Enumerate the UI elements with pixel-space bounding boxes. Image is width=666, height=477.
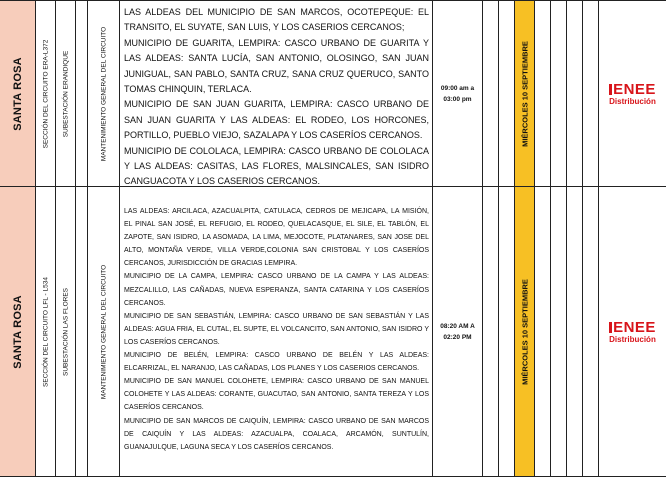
circuit-section-cell [36, 187, 56, 476]
affected-areas-cell [120, 1, 433, 186]
circuit-section-label: SECCIÓN DEL CIRCUITO ERA-L372 [42, 39, 49, 148]
logo-name: ENEE [613, 80, 656, 98]
affected-area-paragraph: LAS ALDEAS: ARCILACA, AZACUALPITA, CATULACA, CEDROS DE MEJICAPA, LA MISIÓN, EL PINAL SAN JOSÉ, EL REFUGIO, EL RODEO, QUELACASQUE, EL SILE, EL TABLÓN, EL ZAPOTE, SAN ISIDRO, LA ASOMADA, LA LIMA, MEJOCOTE, PLATANARES, SAN JOSE DEL ALTO, MONTAÑA VERDE, VILLA VERDE,COLONIA SAN CRISTOBAL Y LOS CASERÍOS CERCANOS, JURISDICCIÓN DE GRACIAS LEMPIRA. [124, 208, 429, 268]
substation-label: SUBESTACIÓN ERANDIQUE [62, 50, 69, 137]
affected-area-paragraph: MUNICIPIO DE SAN SEBASTIÁN, LEMPIRA: CASCO URBANO DE SAN SEBASTIÁN Y LAS ALDEAS: AGUA FRIA, EL CUTAL, EL SUPTE, EL VOLCANCITO, SAN ANTONIO, SAN ISIDRO Y LOS CASERÍOS CERCANOS. [124, 312, 429, 346]
activity-label: MANTENIMIENTO GENERAL DEL CIRCUITO [100, 264, 107, 399]
substation-cell [56, 1, 76, 186]
time-end: 02:20 PM [443, 333, 472, 341]
circuit-section-cell [36, 1, 56, 186]
region-label: SANTA ROSA [11, 294, 24, 369]
time-range [433, 321, 482, 343]
empty-cell [551, 187, 567, 476]
empty-cell [583, 1, 599, 186]
affected-area-paragraph: MUNICIPIO DE LA CAMPA, LEMPIRA: CASCO URBANO DE LA CAMPA Y LAS ALDEAS: MEZCALILLO, LAS CAÑADAS, NUEVA ESPERANZA, SANTA CATARINA Y LOS CASERÍOS CERCANOS. [124, 273, 429, 307]
empty-cell [567, 1, 583, 186]
time-cell [433, 1, 483, 186]
empty-cell [499, 187, 515, 476]
circuit-section-label: SECCIÓN DEL CIRCUITO LFL - L534 [42, 276, 49, 387]
time-range [433, 83, 482, 105]
substation-cell [56, 187, 76, 476]
enee-mark-icon [609, 322, 612, 333]
affected-areas-text [120, 1, 432, 186]
table-row [0, 0, 666, 187]
region-label: SANTA ROSA [11, 56, 24, 131]
enee-mark-icon [609, 84, 612, 95]
time-start: 09:00 am a [440, 84, 475, 92]
empty-cell [483, 1, 499, 186]
day-label: MIÉRCOLES 10 SEPTIEMBRE [520, 40, 529, 147]
empty-cell [583, 187, 599, 476]
day-label: MIÉRCOLES 10 SEPTIEMBRE [520, 278, 529, 385]
affected-area-paragraph: MUNICIPIO DE SAN MANUEL COLOHETE, LEMPIRA: CASCO URBANO DE SAN MANUEL COLOHETE Y LAS ALDEAS: CORANTE, GUACUTAO, SAN ANTONIO, SANTA TEREZA Y LOS CASERÍOS CERCANOS. [124, 378, 429, 412]
logo-subtitle: Distribución [609, 334, 656, 344]
affected-area-paragraph: MUNICIPIO DE COLOLACA, LEMPIRA: CASCO URBANO DE COLOLACA Y LAS ALDEAS: CASITAS, LAS FLORES, MALSINCALES, SAN ISIDRO CANGUACOTA Y LOS CASERIOS CERCANOS. [124, 145, 429, 186]
logo-cell [599, 1, 666, 186]
enee-logo [599, 320, 666, 344]
empty-cell [567, 187, 583, 476]
time-start: 08:20 AM A [440, 322, 475, 330]
activity-cell [88, 187, 120, 476]
empty-cell [535, 187, 551, 476]
empty-cell [551, 1, 567, 186]
region-cell [0, 187, 36, 476]
empty-cell [535, 1, 551, 186]
enee-logo [599, 82, 666, 106]
affected-area-paragraph: LAS ALDEAS DEL MUNICIPIO DE SAN MARCOS, OCOTEPEQUE: EL TRANSITO, EL SUYATE, SAN LUIS, Y LOS CASERIOS CERCANOS; [124, 7, 429, 33]
affected-areas-text [120, 187, 432, 454]
time-end: 03:00 pm [443, 95, 472, 103]
logo-name: ENEE [613, 318, 656, 336]
affected-area-paragraph: MUNICIPIO DE SAN JUAN GUARITA, LEMPIRA: CASCO URBANO DE SAN JUAN GUARITA Y LAS ALDEAS: EL RODEO, LOS HORCONES, PORTILLO, PUEBLO VIEJO, SAZALAPA Y LOS CASERÍOS CERCANOS. [124, 99, 429, 141]
activity-cell [88, 1, 120, 186]
empty-cell [76, 187, 88, 476]
affected-area-paragraph: MUNICIPIO DE GUARITA, LEMPIRA: CASCO URBANO DE GUARITA Y LAS ALDEAS: SANTA LUCÍA, SAN ANTONIO, OLOSINGO, SAN JUAN JUNIGUAL, SAN PABLO, SANTA CRUZ, SANA CRUZ QUERUCO, SANTO TOMAS CHINQUIN, TERLACA. [124, 37, 429, 95]
activity-label: MANTENIMIENTO GENERAL DEL CIRCUITO [100, 26, 107, 161]
affected-area-paragraph: MUNICIPIO DE SAN MARCOS DE CAIQUÍN, LEMPIRA: CASCO URBANO DE SAN MARCOS DE CAIQUÍN Y LAS ALDEAS: AZACUALPA, COALACA, ARCAMÓN, SUNTULÍN, GUANAJULQUE, LAGUNA SECA Y LOS CASERÍOS CERCANOS. [124, 417, 429, 451]
empty-cell [499, 1, 515, 186]
empty-cell [483, 187, 499, 476]
day-cell [515, 187, 535, 476]
substation-label: SUBESTACIÓN LAS FLORES [62, 287, 69, 376]
day-cell [515, 1, 535, 186]
affected-areas-cell [120, 187, 433, 476]
logo-subtitle: Distribución [609, 96, 656, 106]
affected-area-paragraph: MUNICIPIO DE BELÉN, LEMPIRA: CASCO URBANO DE BELÉN Y LAS ALDEAS: ELCARRIZAL, EL NARANJO, LAS CAÑADAS, LOS PLANES Y LOS CASERIOS CERCANOS. [124, 352, 429, 373]
empty-cell [76, 1, 88, 186]
table-row [0, 187, 666, 477]
time-cell [433, 187, 483, 476]
logo-cell [599, 187, 666, 476]
region-cell [0, 1, 36, 186]
